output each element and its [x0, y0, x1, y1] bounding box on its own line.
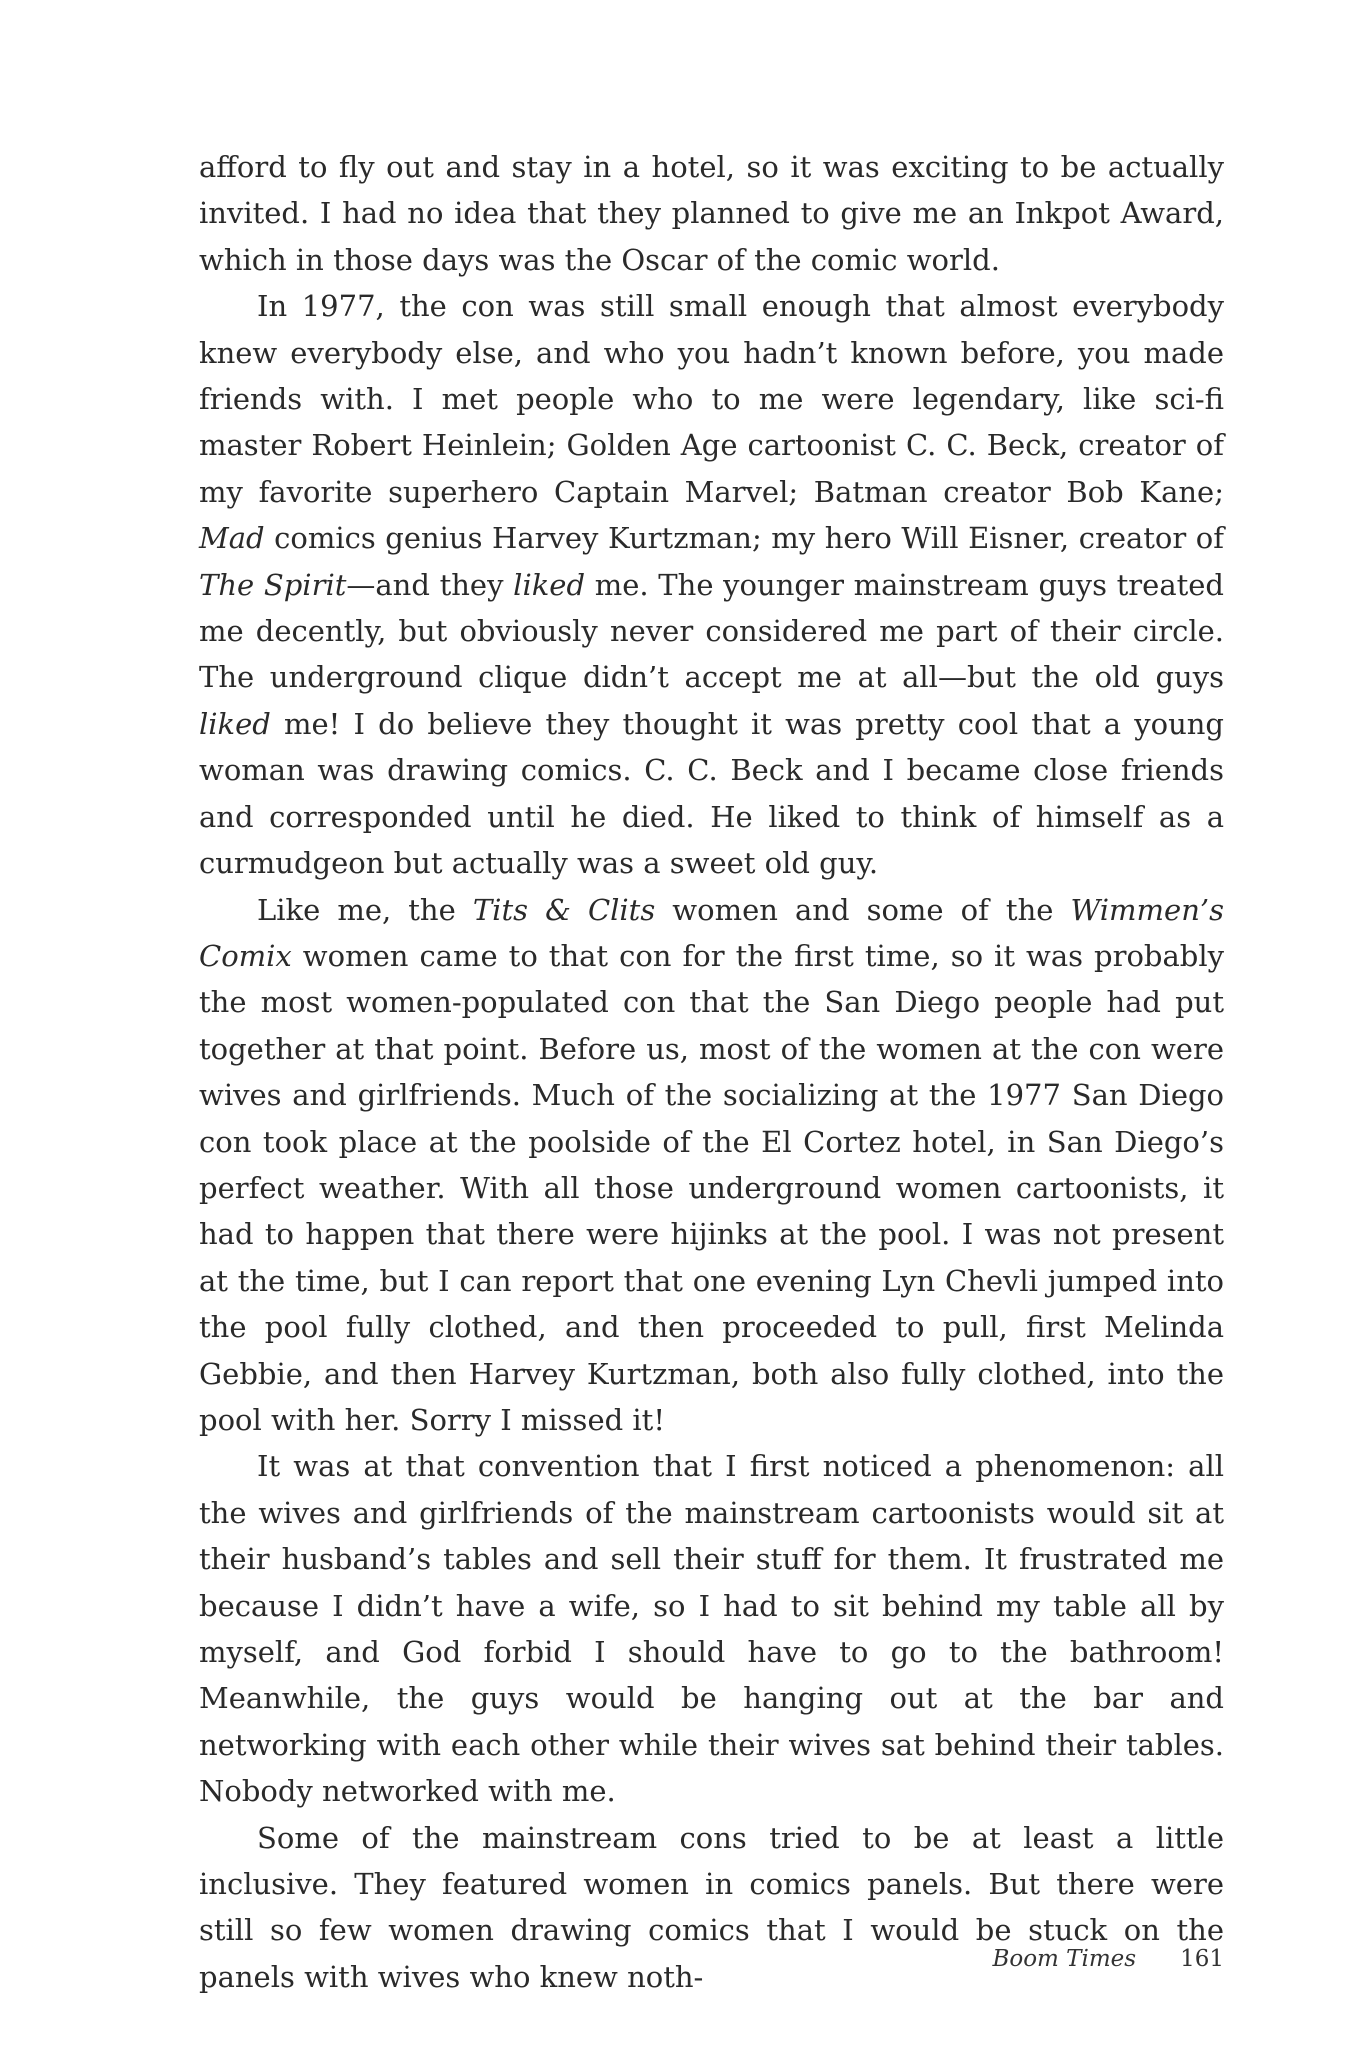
text-segment: —and they	[346, 567, 514, 602]
paragraph	[199, 283, 1224, 886]
italic-text-segment: liked	[513, 567, 586, 602]
running-footer-title: Boom Times	[992, 1946, 1137, 1972]
paragraph	[199, 1443, 1224, 1814]
text-segment: comics genius Harvey Kurtzman; my hero Will Eisner, creator of	[264, 521, 1224, 556]
text-segment: Like me, the	[257, 892, 473, 927]
italic-text-segment: Mad	[199, 521, 265, 556]
paragraph	[199, 887, 1224, 1444]
text-segment: me! I do believe they thought it was pretty cool that a young woman was drawing comics. C. C. Beck and I became close friends and corresponded until he died. He liked to think of himself as a curmudgeon but actually was a sweet old guy.	[199, 706, 1224, 881]
page-number: 161	[1180, 1946, 1224, 1972]
italic-text-segment: Tits & Clits	[472, 892, 656, 927]
text-segment: women came to that con for the first time, so it was probably the most women-populated con that the San Diego people had put together at that point. Before us, most of the women at the con were wives and girlfriends. Much of the socializing at the 1977 San Diego con took place at the poolside of the El Cortez hotel, in San Diego’s perfect weather. With all those underground women cartoonists, it had to happen that there were hijinks at the pool. I was not present at the time, but I can report that one evening Lyn Chevli jumped into the pool fully clothed, and then proceeded to pull, first Melinda Gebbie, and then Harvey Kurtzman, both also fully clothed, into the pool with her. Sorry I missed it!	[199, 938, 1224, 1437]
text-segment: afford to fly out and stay in a hotel, so it was exciting to be actually invited. I had no idea that they planned to give me an Inkpot Award, which in those days was the Oscar of the comic world.	[199, 150, 1224, 277]
italic-text-segment: liked	[199, 706, 271, 741]
text-segment: It was at that convention that I first noticed a phenomenon: all the wives and girlfriends of the mainstream cartoonists would sit at their husband’s tables and sell their stuff for them. It frustrated me because I didn’t have a wife, so I had to sit behind my table all by myself, and God forbid I should have to go to the bathroom! Meanwhile, the guys would be hanging out at the bar and networking with each other while their wives sat behind their tables. Nobody networked with me.	[199, 1449, 1224, 1809]
text-segment: me. The younger mainstream guys treated me decently, but obviously never considered me part of their circle. The underground clique didn’t accept me at all—but the old guys	[199, 567, 1224, 695]
body-text	[199, 144, 1224, 2000]
text-segment: In 1977, the con was still small enough that almost everybody knew everybody else, and who you hadn’t known before, you made friends with. I met people who to me were legendary, like sci-fi master Robert Heinlein; Golden Age cartoonist C. C. Beck, creator of my favorite superhero Captain Marvel; Batman creator Bob Kane;	[199, 289, 1224, 509]
italic-text-segment: The Spirit	[199, 567, 347, 602]
text-segment: women and some of the	[655, 892, 1071, 927]
text-segment: Some of the mainstream cons tried to be at least a little inclusive. They featured women in comics panels. But there were still so few women drawing comics that I would be stuck on the panels with wives who knew noth-	[199, 1820, 1224, 1994]
paragraph	[199, 144, 1224, 283]
italic-text-segment: Wimmen’s Comix	[199, 892, 1224, 973]
running-footer	[0, 1944, 1224, 1974]
